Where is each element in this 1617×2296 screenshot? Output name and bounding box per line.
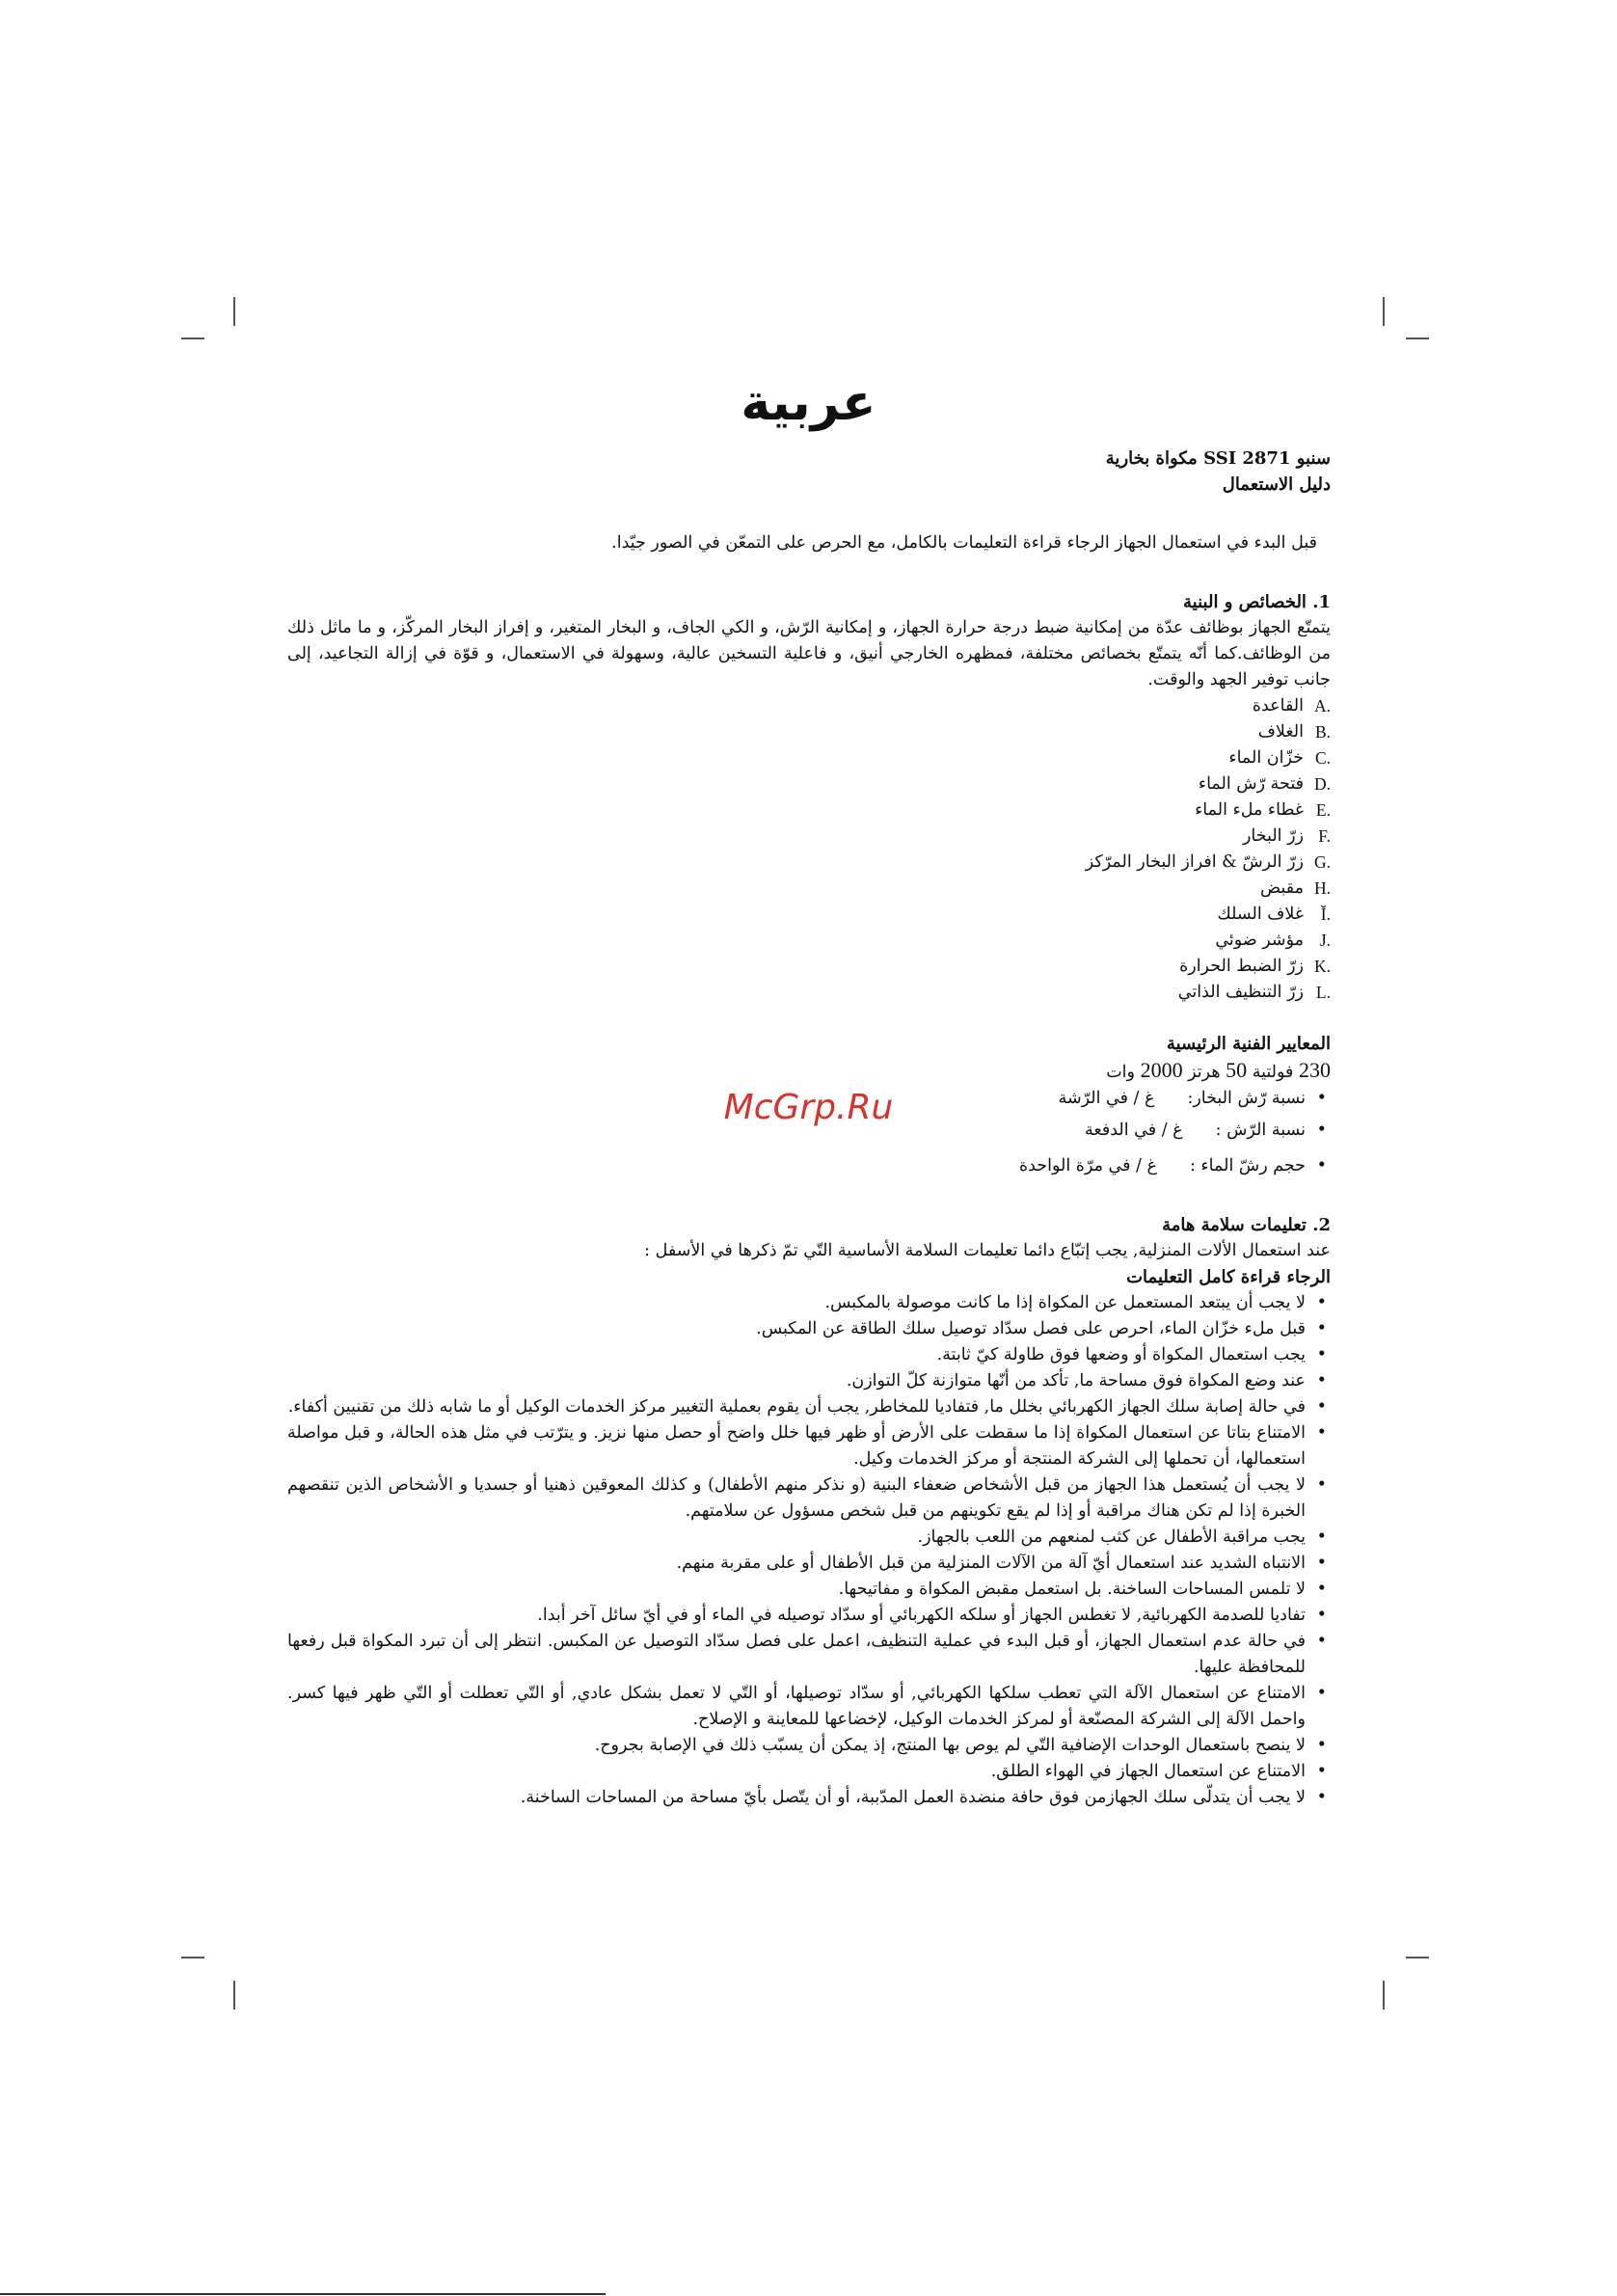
part-letter: Ĭ. <box>1320 905 1331 924</box>
hertz-label: هرتز <box>1188 1063 1221 1082</box>
spec-value: غ / في الرّشة <box>1058 1089 1155 1108</box>
section2-subheading: الرجاء قراءة كامل التعليمات <box>1126 1267 1331 1287</box>
list-item <box>287 954 1331 980</box>
spec-value: غ / في الدفعة <box>1085 1121 1183 1140</box>
list-item: • لا يجب أن يبتعد المستعمل عن المكواة إذا ما كانت موصولة بالمكبس. <box>287 1290 1331 1316</box>
section1-heading: 1. الخصائص و البنية <box>1183 592 1331 612</box>
part-letter: C. <box>1314 748 1331 768</box>
list-item: • لا تلمس المساحات الساخنة. بل استعمل مقبض المكواة و مفاتيحها. <box>287 1577 1331 1603</box>
part-name: زرّ التنظيف الذاتي <box>1177 983 1304 1002</box>
part-letter: A. <box>1313 696 1331 716</box>
list-item: • الامتناع عن استعمال الجهاز في الهواء الطلق. <box>287 1759 1331 1785</box>
part-name: خزّان الماء <box>1228 748 1304 768</box>
parts-list <box>287 693 1331 1006</box>
section2-heading: 2. تعليمات سلامة هامة <box>1162 1215 1331 1235</box>
part-name: القاعدة <box>1252 696 1304 716</box>
list-item: • لا يجب أن يُستعمل هذا الجهاز من قبل الأشخاص ضعفاء البنية (و نذكر منهم الأطفال) و كذلك المعوقين ذهنيا أو جسديا و الأشخاص الذين تنقصهم الخبرة إذا لم تكن هناك مراقبة أو إذا لم يقع تكوينهم من قبل شخص مسؤول عن سلامتهم. <box>287 1472 1331 1525</box>
bottom-rule <box>0 2293 606 2295</box>
list-item: • لا يجب أن يتدلّى سلك الجهازمن فوق حافة منضدة العمل المدّببة، أو أن يتّصل بأيّ مساحة من المساحات الساخنة. <box>287 1785 1331 1811</box>
part-letter: E. <box>1315 800 1331 820</box>
hertz-value: 50 <box>1226 1058 1248 1082</box>
watts-value: 2000 <box>1140 1058 1183 1082</box>
crop-mark <box>1406 1957 1429 1958</box>
crop-mark <box>233 1981 235 2010</box>
crop-mark <box>1383 1981 1385 2010</box>
list-item: • قبل ملء خزّان الماء، احرص على فصل سدّاد توصيل سلك الطاقة عن المكبس. <box>287 1316 1331 1342</box>
product-line: سنبو SSI 2871 مكواة بخارية <box>1105 448 1331 469</box>
list-item: • الانتباه الشديد عند استعمال أيّ آلة من الآلات المنزلية من قبل الأطفال أو على مقربة منهم. <box>287 1551 1331 1577</box>
list-item <box>287 693 1331 719</box>
manual-label: دليل الاستعمال <box>1222 474 1331 495</box>
part-letter: K. <box>1313 957 1331 976</box>
spec-label: • حجم رشّ الماء : <box>1189 1156 1306 1175</box>
crop-mark <box>1406 338 1429 339</box>
list-item <box>287 1153 1331 1179</box>
watts-label: وات <box>1106 1063 1135 1082</box>
part-name: زرّ البخار <box>1242 826 1304 846</box>
list-item <box>287 719 1331 745</box>
part-letter: B. <box>1314 722 1331 742</box>
list-item: • يجب مراقبة الأطفال عن كثب لمنعهم من اللعب بالجهاز. <box>287 1525 1331 1551</box>
list-item <box>287 928 1331 954</box>
volts-label: فولتية <box>1252 1063 1294 1082</box>
spec-label: • نسبة الرّش : <box>1215 1121 1306 1140</box>
part-name: زرّ الضبط الحرارة <box>1179 957 1304 976</box>
list-item: • يجب استعمال المكواة أو وضعها فوق طاولة كيّ ثابتة. <box>287 1342 1331 1368</box>
list-item: • الامتناع بتاتا عن استعمال المكواة إذا ما سقطت على الأرض أو ظهر فيها خلل واضح أو حصل منها نزيز. و يترّتب في مثل هذه الحالة، و قبل مواصلة استعمالها، أن تحملها إلى الشركة المنتجة أو مركز الخدمات وكيل. <box>287 1420 1331 1472</box>
part-letter: L. <box>1315 983 1331 1002</box>
page-title: عربية <box>741 374 876 432</box>
list-item: • الامتناع عن استعمال الآلة التي تعطب سلكها الكهربائي, أو سدّاد توصيلها، أو التّي لا تعمل بشكل عادي, أو التّي تعطلت أو التّي ظهر فيها كسر. واحمل الآلة إلى الشركة المصنّعة أو لمركز الخدمات الوكيل، لإخضاعها للمعاينة و الإصلاح. <box>287 1681 1331 1733</box>
list-item <box>287 902 1331 928</box>
list-item <box>287 980 1331 1006</box>
watermark: McGrp.Ru <box>723 1088 894 1127</box>
part-letter: D. <box>1313 774 1331 794</box>
list-item <box>287 876 1331 902</box>
list-item: • عند وضع المكواة فوق مساحة ما, تأكد من أنّها متوازنة كلّ التوازن. <box>287 1368 1331 1394</box>
list-item <box>287 850 1331 876</box>
section1-paragraph: يتمتّع الجهاز بوظائف عدّة من إمكانية ضبط درجة حرارة الجهاز، و إمكانية الرّش، و الكي الجاف، و البخار المتغير، و إفراز البخار المركّز، و ما ماثل ذلك من الوظائف.كما أنّه يتمتّع بخصائص مختلفة، فمظهره الخارجي أنيق، و فاعلية التسخين عالية، وسهولة في الاستعمال، و قوّة في إزالة التجاعيد، إلى جانب توفير الجهد والوقت. <box>287 618 1331 689</box>
crop-mark <box>181 338 204 339</box>
crop-mark <box>233 297 235 326</box>
list-item <box>287 824 1331 850</box>
list-item: • في حالة عدم استعمال الجهاز، أو قبل البدء في عملية التنظيف، اعمل على فصل سدّاد التوصيل عن المكبس. انتظر إلى أن تبرد المكواة قبل رفعها للمحافظة عليها. <box>287 1629 1331 1681</box>
part-name: زرّ الرشّ & افراز البخار المرّكز <box>1085 852 1304 872</box>
part-name: الغلاف <box>1257 722 1304 742</box>
power-line <box>287 1057 1331 1086</box>
part-name: غلاف السلك <box>1217 905 1304 924</box>
part-name: مقبض <box>1260 878 1304 898</box>
part-name: مؤشر ضوئي <box>1215 931 1304 950</box>
part-letter: H. <box>1313 878 1331 898</box>
section2-intro: عند استعمال الألات المنزلية, يجب إتبّاع دائما تعليمات السلامة الأساسية التّي تمّ ذكرها في الأسفل : <box>644 1241 1331 1260</box>
spec-value: غ / في مرّة الواحدة <box>1018 1156 1157 1175</box>
part-letter: G. <box>1313 852 1331 872</box>
list-item <box>287 797 1331 824</box>
list-item: • في حالة إصابة سلك الجهاز الكهربائي بخلل ما, فتفاديا للمخاطر, يجب أن يقوم بعملية التغيير مركز الخدمات الوكيل أو ما شابه ذلك من تقنيين أكفاء. <box>287 1394 1331 1420</box>
list-item <box>287 745 1331 771</box>
crop-mark <box>1383 297 1385 326</box>
crop-mark <box>181 1957 204 1958</box>
spec-label: • نسبة رّش البخار: <box>1187 1089 1306 1108</box>
part-name: فتحة رّش الماء <box>1198 774 1304 794</box>
list-item: • تفاديا للصدمة الكهربائية, لا تغطس الجهاز أو سلكه الكهربائي أو سدّاد توصيله في الماء أو في أيّ سائل آخر أبدا. <box>287 1603 1331 1629</box>
part-name: غطاء ملء الماء <box>1195 800 1304 820</box>
safety-list <box>287 1290 1331 1811</box>
manual-body <box>287 446 1331 1811</box>
list-item: • لا ينصح باستعمال الوحدات الإضافية التّي لم يوص بها المنتج، إذ يمكن أن يسبّب ذلك في الإصابة بجروح. <box>287 1733 1331 1759</box>
volts-value: 230 <box>1299 1058 1331 1082</box>
part-letter: J. <box>1319 931 1331 950</box>
part-letter: F. <box>1318 826 1331 846</box>
list-item <box>287 771 1331 797</box>
specs-heading: المعايير الفنية الرئيسية <box>1166 1034 1331 1054</box>
intro-paragraph: قبل البدء في استعمال الجهاز الرجاء قراءة التعليمات بالكامل، مع الحرص على التمعّن في الصور جيّدا. <box>611 533 1317 553</box>
